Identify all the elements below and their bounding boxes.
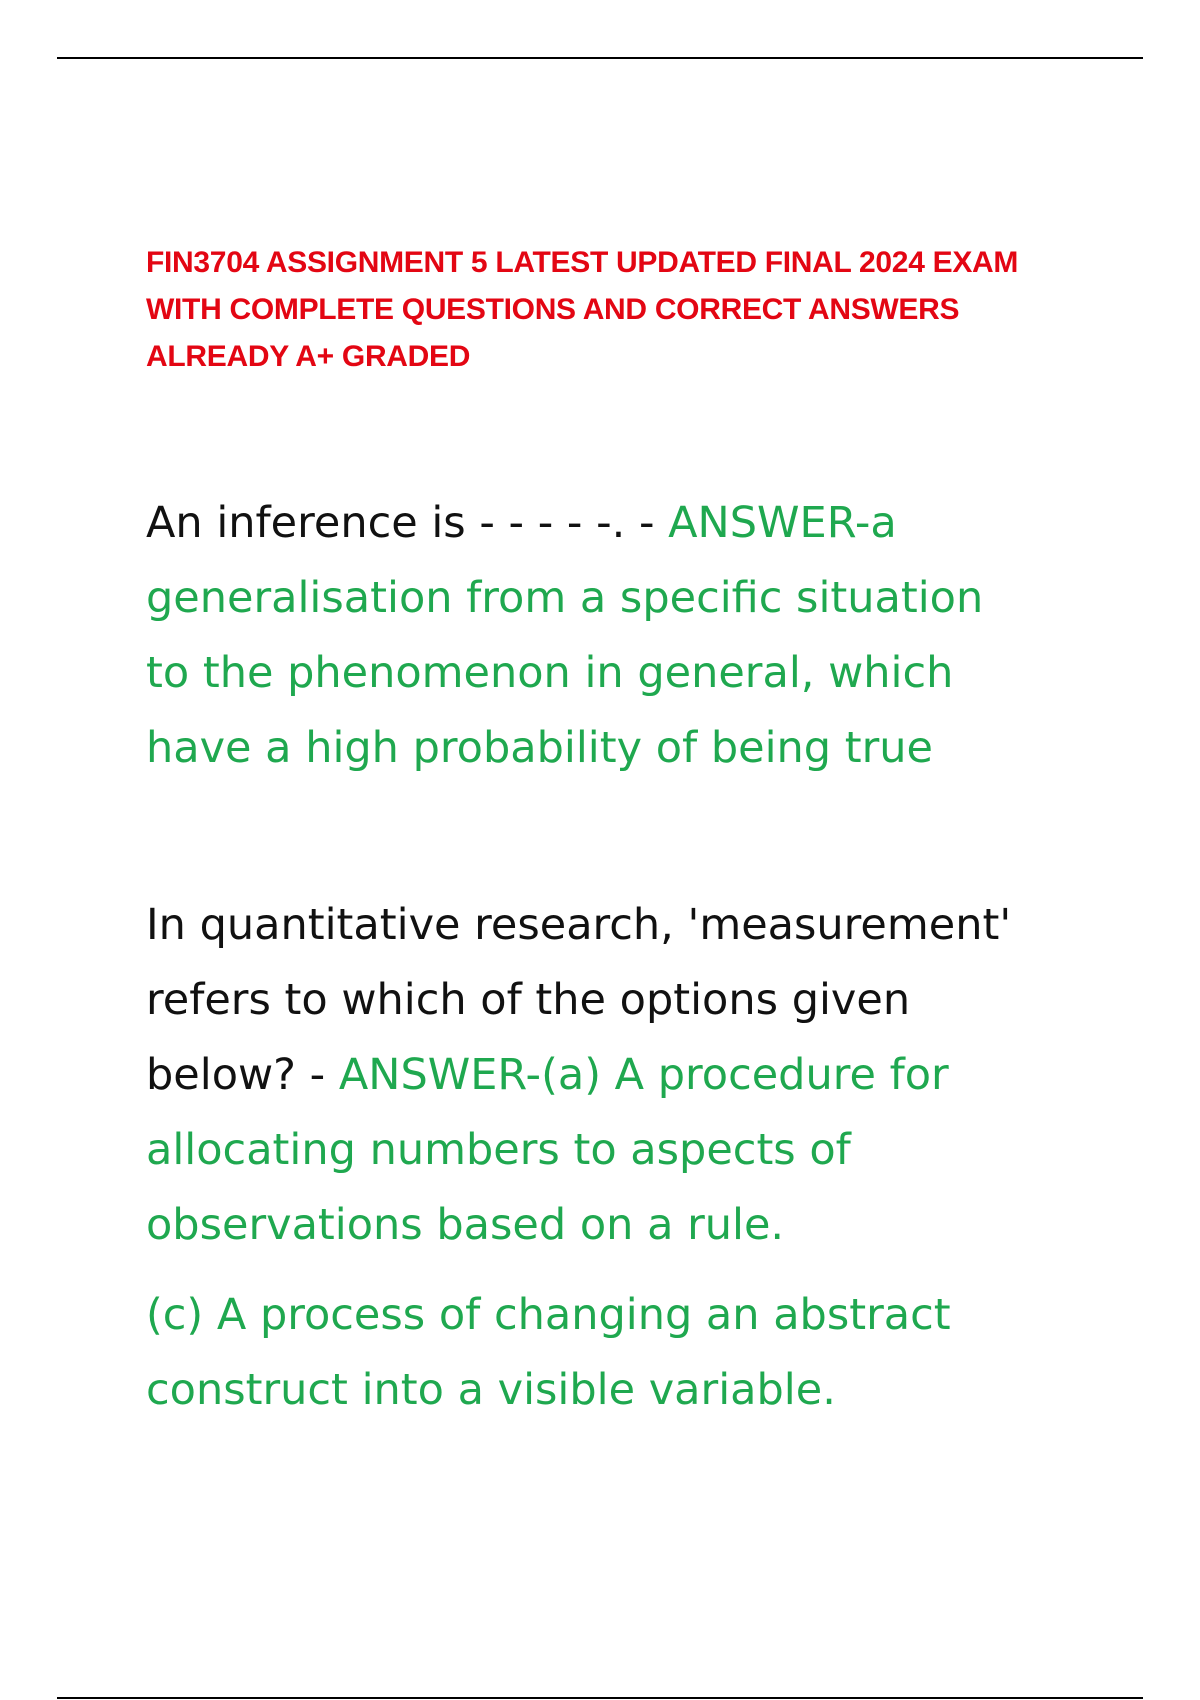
question-block-2	[146, 888, 1146, 1263]
answer-text: ANSWER-(a) A procedure for	[338, 1050, 949, 1100]
top-divider	[57, 57, 1143, 59]
answer-option-c	[146, 1278, 1146, 1428]
answer-text: (c) A process of changing an abstract	[146, 1290, 951, 1340]
document-title	[146, 239, 1106, 380]
title-line-1: FIN3704 ASSIGNMENT 5 LATEST UPDATED FINAL 2024 EXAM	[146, 246, 1019, 279]
bottom-divider	[57, 1697, 1143, 1699]
title-line-2: WITH COMPLETE QUESTIONS AND CORRECT ANSWERS	[146, 293, 960, 326]
answer-text: construct into a visible variable.	[146, 1365, 836, 1415]
answer-text: allocating numbers to aspects of	[146, 1125, 851, 1175]
answer-text: generalisation from a specific situation	[146, 573, 984, 623]
answer-text: ANSWER-a	[668, 498, 897, 548]
answer-text: observations based on a rule.	[146, 1200, 785, 1250]
title-line-3: ALREADY A+ GRADED	[146, 340, 471, 373]
qa-line	[146, 1038, 1146, 1113]
qa-line	[146, 486, 1146, 561]
question-text: refers to which of the options given	[146, 975, 911, 1025]
question-text: In quantitative research, 'measurement'	[146, 900, 1012, 950]
question-text: An inference is - - - - -. -	[146, 498, 669, 548]
question-block-1	[146, 486, 1146, 786]
answer-text: to the phenomenon in general, which	[146, 648, 954, 698]
question-text: below? -	[146, 1050, 339, 1100]
answer-text: have a high probability of being true	[146, 723, 933, 773]
